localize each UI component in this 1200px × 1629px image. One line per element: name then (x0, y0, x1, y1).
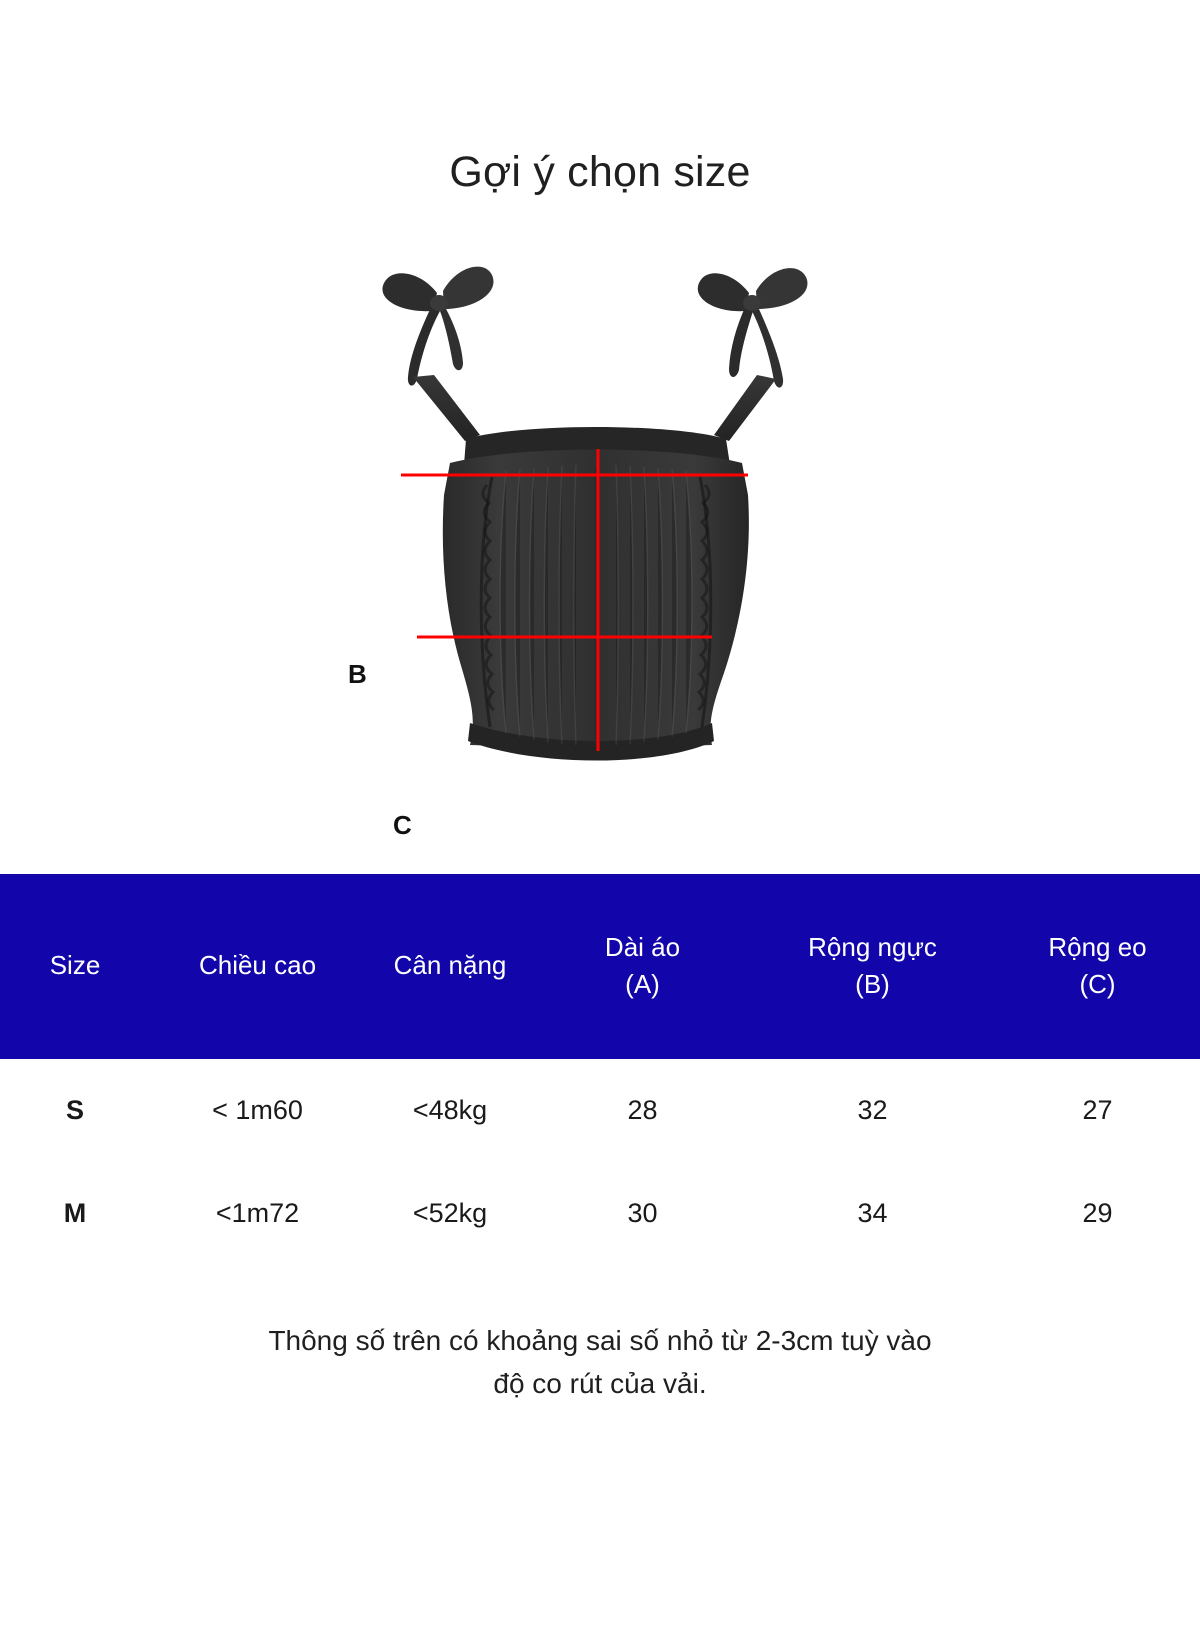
size-table-header (0, 874, 1200, 1059)
column-header-chest (750, 874, 995, 1059)
cell-length: 30 (535, 1162, 750, 1265)
cell-chest: 32 (750, 1059, 995, 1162)
column-header-waist (995, 874, 1200, 1059)
size-table-body (0, 1059, 1200, 1265)
left-bow-icon (382, 267, 493, 386)
column-header-size-line1: Size (49, 950, 101, 981)
camisole-svg (0, 227, 1200, 867)
left-strap (413, 375, 480, 441)
cell-height: <1m72 (150, 1162, 365, 1265)
cell-waist: 27 (995, 1059, 1200, 1162)
right-strap (714, 375, 776, 441)
column-header-height (150, 874, 365, 1059)
column-header-chest-line2: (B) (855, 969, 890, 1000)
column-header-length (535, 874, 750, 1059)
column-header-length-line2: (A) (625, 969, 660, 1000)
right-bow-icon (698, 268, 808, 388)
column-header-length-line1: Dài áo (604, 931, 681, 962)
size-table (0, 874, 1200, 1265)
label-waist: C (393, 810, 412, 841)
column-header-weight-line1: Cân nặng (393, 950, 507, 981)
size-guide-page (0, 29, 1200, 1629)
garment-illustration (0, 227, 1200, 867)
column-header-height-line1: Chiều cao (198, 950, 317, 981)
column-header-waist-line2: (C) (1079, 969, 1116, 1000)
size-table-area (0, 874, 1200, 1265)
footnote-line-1: Thông số trên có khoảng sai số nhỏ từ 2-3cm tuỳ vào (268, 1324, 932, 1356)
label-bust: B (348, 659, 367, 690)
table-header-row (0, 874, 1200, 1059)
cell-waist: 29 (995, 1162, 1200, 1265)
footnote-line-2: độ co rút của vải. (493, 1368, 707, 1400)
cell-chest: 34 (750, 1162, 995, 1265)
column-header-waist-line1: Rộng eo (1048, 931, 1147, 962)
column-header-chest-line1: Rộng ngực (808, 931, 937, 962)
cell-size: S (0, 1059, 150, 1162)
footnote (0, 1319, 1200, 1406)
cell-length: 28 (535, 1059, 750, 1162)
cell-weight: <52kg (365, 1162, 535, 1265)
cell-weight: <48kg (365, 1059, 535, 1162)
page-title: Gợi ý chọn size (449, 147, 751, 196)
cell-height: < 1m60 (150, 1059, 365, 1162)
column-header-weight (365, 874, 535, 1059)
column-header-size (0, 874, 150, 1059)
table-row (0, 1059, 1200, 1162)
cell-size: M (0, 1162, 150, 1265)
table-row (0, 1162, 1200, 1265)
garment-drawing (0, 227, 1200, 867)
